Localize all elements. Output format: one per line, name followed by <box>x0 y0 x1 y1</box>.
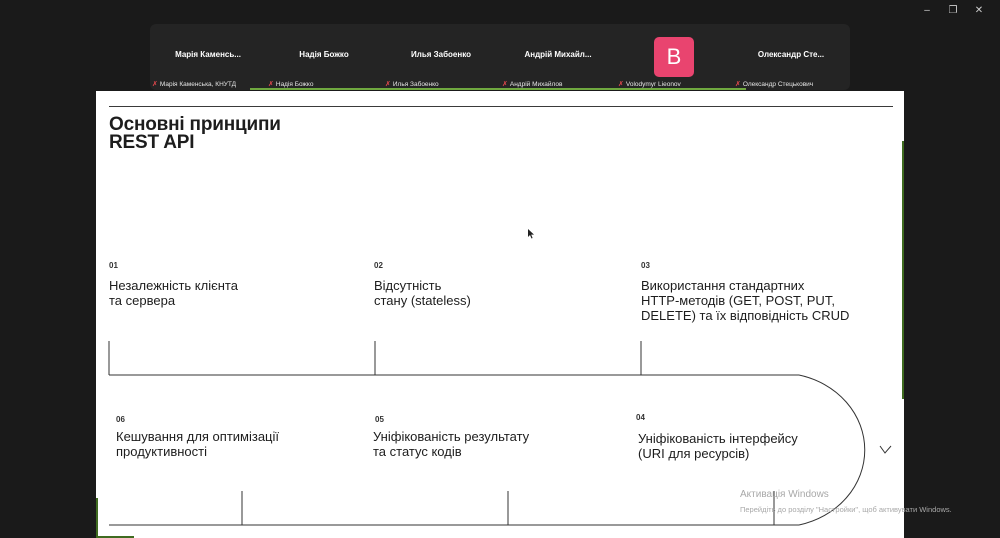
principle-number: 03 <box>641 261 650 270</box>
participant-label-text: Олександр Стецькович <box>742 81 814 88</box>
mic-muted-icon: ✗ <box>735 81 741 88</box>
participant-display-name: Олександр Сте... <box>757 50 825 59</box>
principle-text <box>374 278 471 308</box>
participant-label <box>502 81 563 88</box>
participant-label-text: Volodymyr Lieonov <box>625 81 681 88</box>
participant-label <box>618 81 681 88</box>
participant-tile[interactable] <box>266 24 382 90</box>
close-button[interactable]: ✕ <box>974 5 984 16</box>
principle-text <box>638 431 798 461</box>
mic-muted-icon: ✗ <box>152 81 158 88</box>
participant-label <box>268 81 313 88</box>
participant-label-text: Илья Забоенко <box>392 81 439 88</box>
principle-line: Незалежність клієнта <box>109 278 238 293</box>
mic-muted-icon: ✗ <box>385 81 391 88</box>
participant-tile[interactable] <box>500 24 616 90</box>
participant-label <box>152 81 236 88</box>
principle-number: 04 <box>636 413 645 422</box>
participant-label-text: Андрій Михайлов <box>509 81 563 88</box>
minimize-button[interactable]: – <box>924 5 930 16</box>
principle-text <box>109 278 238 308</box>
participant-tile[interactable] <box>733 24 849 90</box>
principle-text <box>373 429 529 459</box>
slide-title-line: REST API <box>109 132 195 153</box>
principle-text <box>116 429 279 459</box>
participant-display-name: Надія Божко <box>299 50 349 59</box>
participant-display-name: Илья Забоенко <box>411 50 471 59</box>
participant-tile[interactable] <box>150 24 266 90</box>
participant-label <box>385 81 439 88</box>
participant-label-text: Надія Божко <box>275 81 314 88</box>
principle-line: Використання стандартних <box>641 278 805 293</box>
principle-line: Уніфікованість інтерфейсу <box>638 431 798 446</box>
mic-muted-icon: ✗ <box>268 81 274 88</box>
principle-line: (URI для ресурсів) <box>638 446 750 461</box>
mouse-cursor-icon <box>528 229 534 239</box>
activation-subtitle: Перейдіть до розділу "Настройки", щоб активувати Windows. <box>740 505 952 514</box>
chevron-down-icon <box>880 446 891 453</box>
principle-number: 06 <box>116 415 125 424</box>
participant-display-name: Андрій Михайл... <box>524 50 592 59</box>
slide-title-line: Основні принципи <box>109 114 281 135</box>
principle-line: DELETE) та їх відповідність CRUD <box>641 308 850 323</box>
principle-line: Уніфікованість результату <box>373 429 530 444</box>
principle-line: Відсутність <box>374 278 442 293</box>
participant-display-name: Марія Каменсь... <box>175 50 241 59</box>
principle-line: продуктивності <box>116 444 208 459</box>
mic-muted-icon: ✗ <box>618 81 624 88</box>
participant-tile[interactable] <box>383 24 499 90</box>
shared-slide <box>96 91 904 538</box>
principle-line: та сервера <box>109 293 176 308</box>
avatar: B <box>654 37 694 77</box>
principle-line: стану (stateless) <box>374 293 471 308</box>
participants-strip <box>150 24 850 90</box>
active-speaker-indicator <box>250 88 746 90</box>
participant-label-text: Марія Каменська, КНУТД <box>159 81 237 88</box>
participant-label <box>735 81 813 88</box>
principle-line: та статус кодів <box>373 444 462 459</box>
principle-line: Кешування для оптимізації <box>116 429 280 444</box>
window-controls <box>914 4 992 18</box>
principle-number: 01 <box>109 261 118 270</box>
activation-title: Активація Windows <box>740 489 829 500</box>
restore-button[interactable]: ❐ <box>948 5 958 16</box>
mic-muted-icon: ✗ <box>502 81 508 88</box>
windows-activation-watermark <box>740 489 952 514</box>
principle-text <box>641 278 849 323</box>
principle-line: HTTP-методів (GET, POST, PUT, <box>641 293 835 308</box>
principle-number: 02 <box>374 261 383 270</box>
principle-number: 05 <box>375 415 384 424</box>
